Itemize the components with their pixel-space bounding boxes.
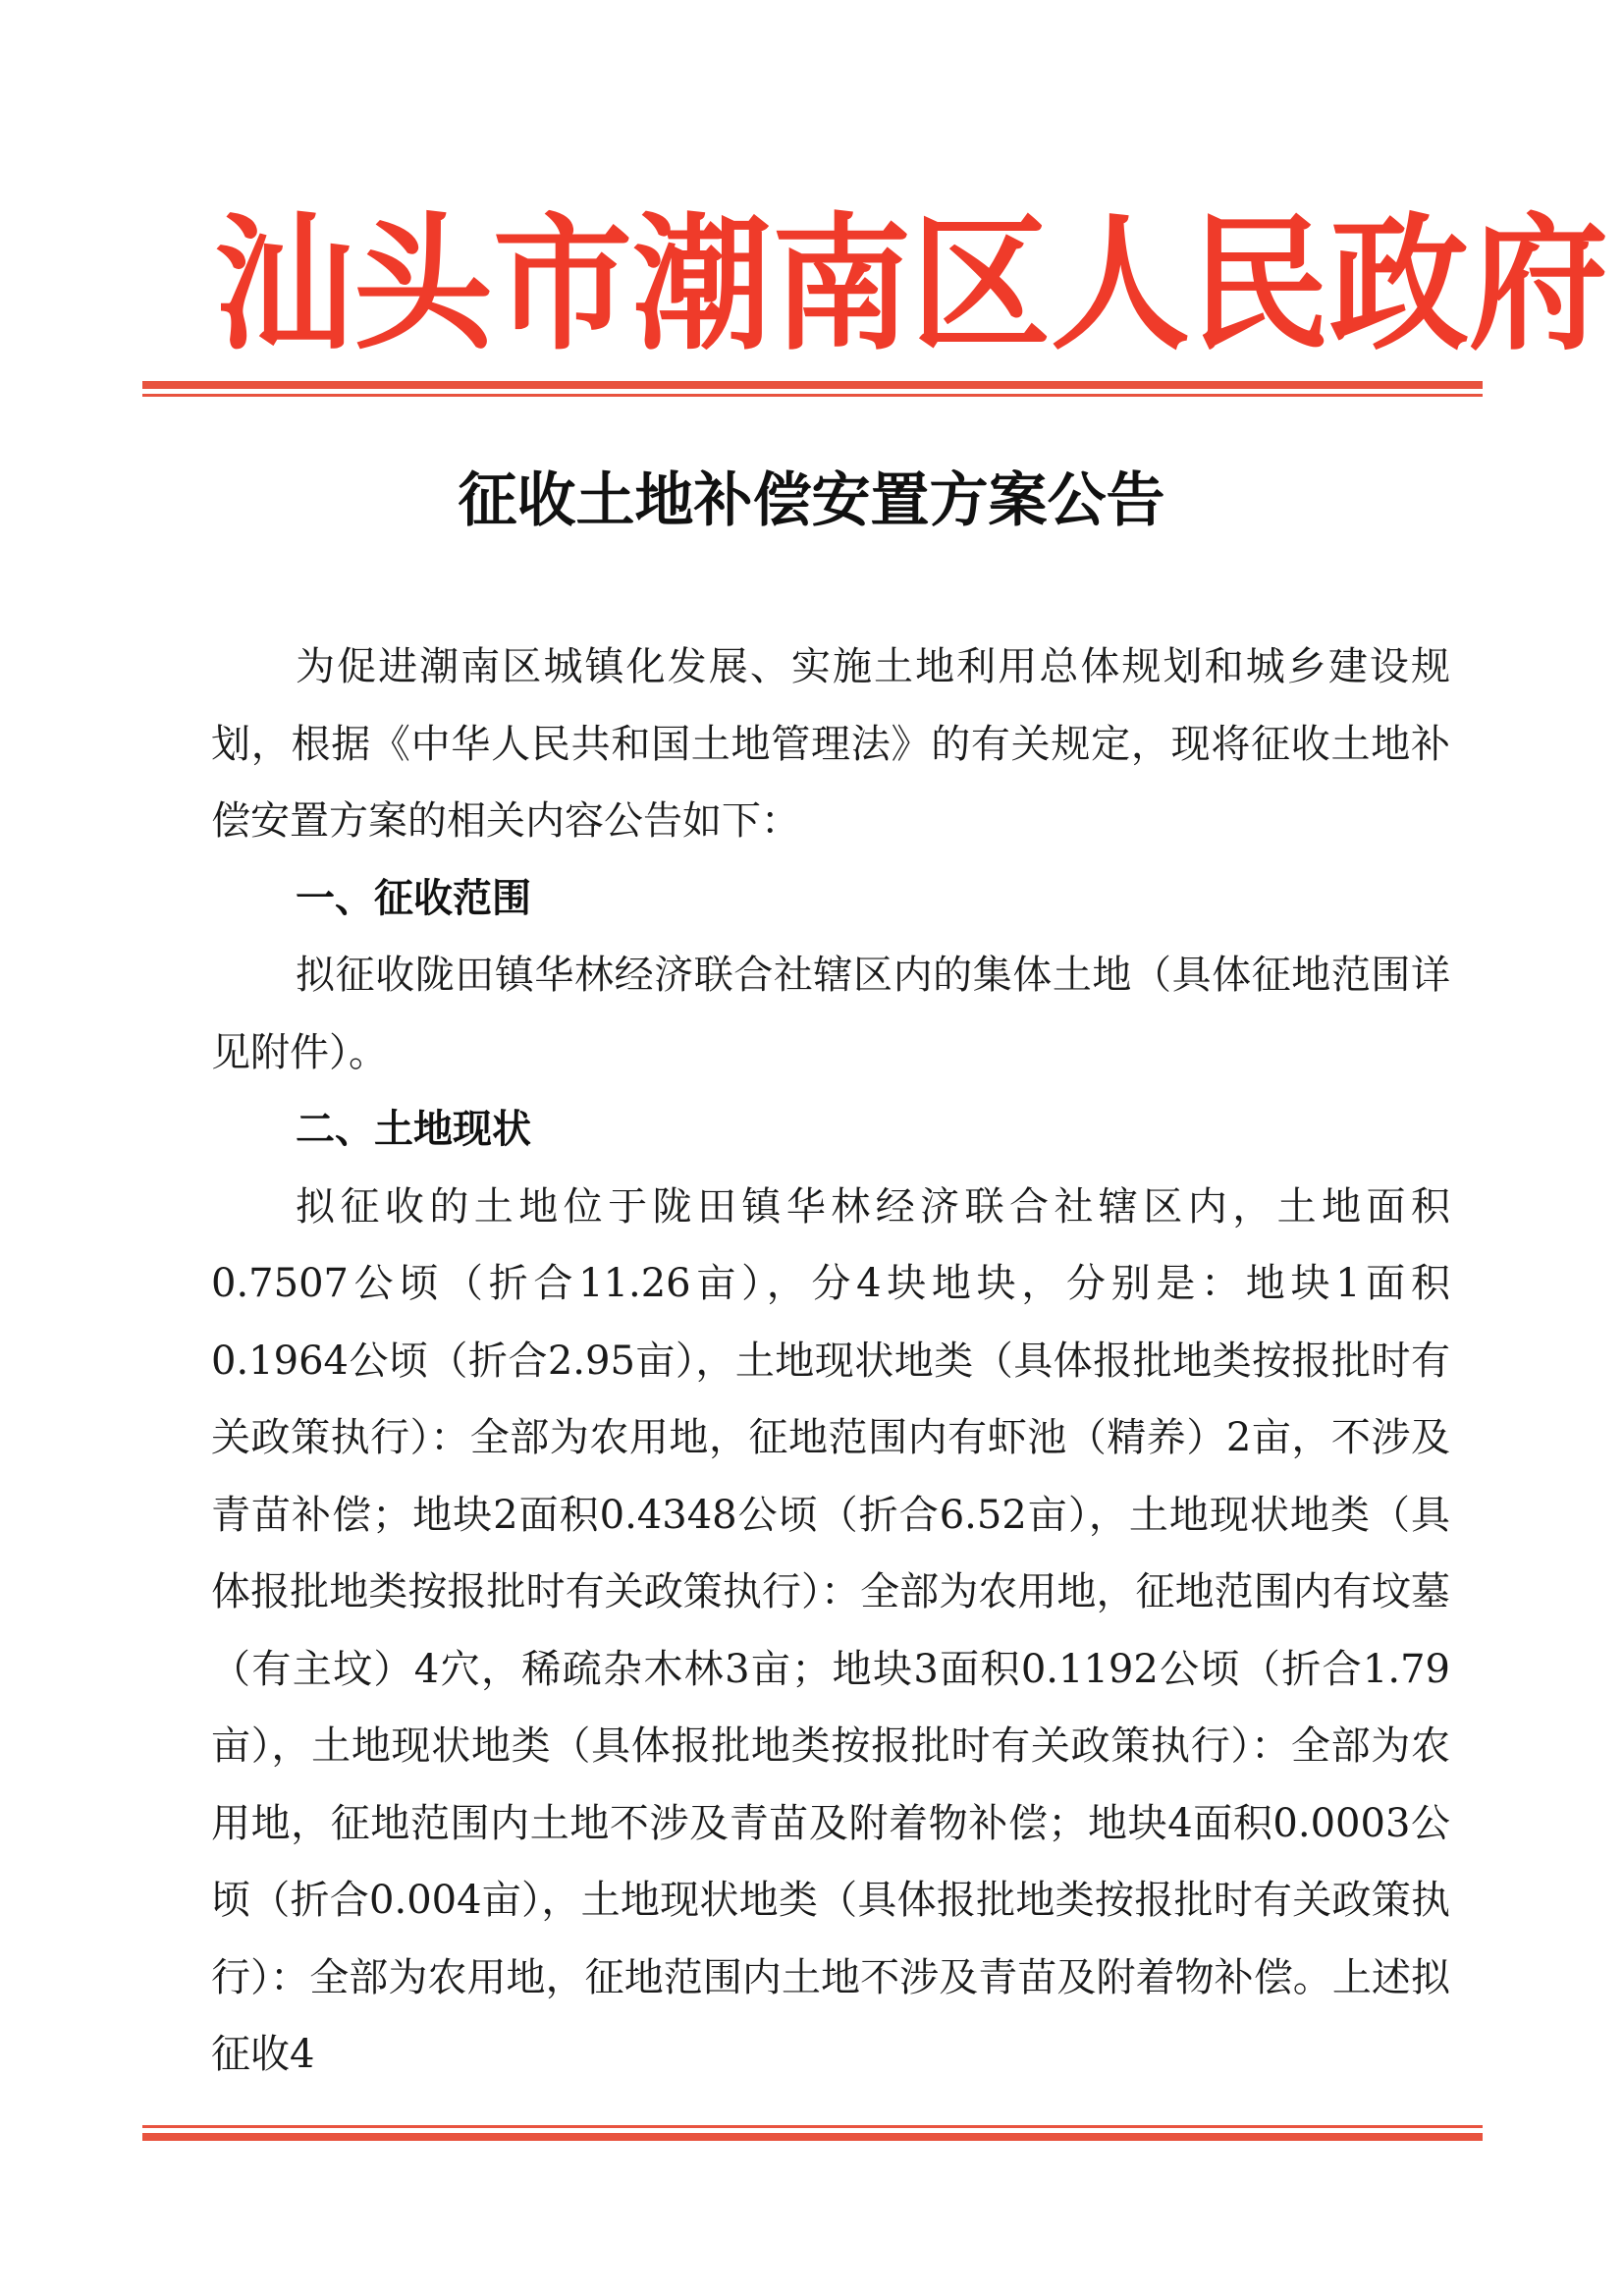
section-paragraph: 拟征收陇田镇华林经济联合社辖区内的集体土地（具体征地范围详见附件）。	[211, 953, 1450, 1075]
section-heading: 二、土地现状	[296, 1107, 531, 1152]
header-rule-thick	[142, 381, 1483, 389]
masthead-char: 区	[911, 198, 1051, 371]
section-paragraph: 拟征收的土地位于陇田镇华林经济联合社辖区内，土地面积0.7507公顷（折合11.26亩），分4块地块，分别是：地块1面积0.1964公顷（折合2.95亩），土地现状地类（具体报批地类按报批时有关政策执行）：全部为农用地，征地范围内有虾池（精养）2亩，不涉及青苗补偿；地块2面积0.4348公顷（折合6.52亩），土地现状地类（具体报批地类按报批时有关政策执行）：全部为农用地，征地范围内有坟墓（有主坟）4穴，稀疏杂木林3亩；地块3面积0.1192公顷（折合1.79亩），土地现状地类（具体报批地类按报批时有关政策执行）：全部为农用地，征地范围内土地不涉及青苗及附着物补偿；地块4面积0.0003公顷（折合0.004亩），土地现状地类（具体报批地类按报批时有关政策执行）：全部为农用地，征地范围内土地不涉及青苗及附着物补偿。上述拟征收4	[211, 1183, 1450, 2077]
masthead-char: 汕	[214, 198, 353, 371]
masthead-char: 人	[1051, 198, 1190, 371]
masthead-char: 民	[1190, 198, 1329, 371]
footer-rule-thick	[142, 2133, 1483, 2141]
footer-rule-thin	[142, 2125, 1483, 2128]
masthead-char: 市	[493, 198, 632, 371]
masthead-char: 南	[772, 198, 911, 371]
document-body	[211, 629, 1450, 2094]
masthead-char: 政	[1329, 198, 1469, 371]
intro-paragraph: 为促进潮南区城镇化发展、实施土地利用总体规划和城乡建设规划，根据《中华人民共和国土地管理法》的有关规定，现将征收土地补偿安置方案的相关内容公告如下：	[211, 644, 1450, 844]
masthead-char: 潮	[632, 198, 772, 371]
section-heading: 一、征收范围	[296, 875, 531, 921]
header-rule-thin	[142, 394, 1483, 397]
document-title: 征收土地补偿安置方案公告	[458, 466, 1165, 535]
masthead-char: 头	[353, 198, 493, 371]
masthead-char: 府	[1469, 198, 1608, 371]
government-masthead	[214, 198, 1608, 371]
